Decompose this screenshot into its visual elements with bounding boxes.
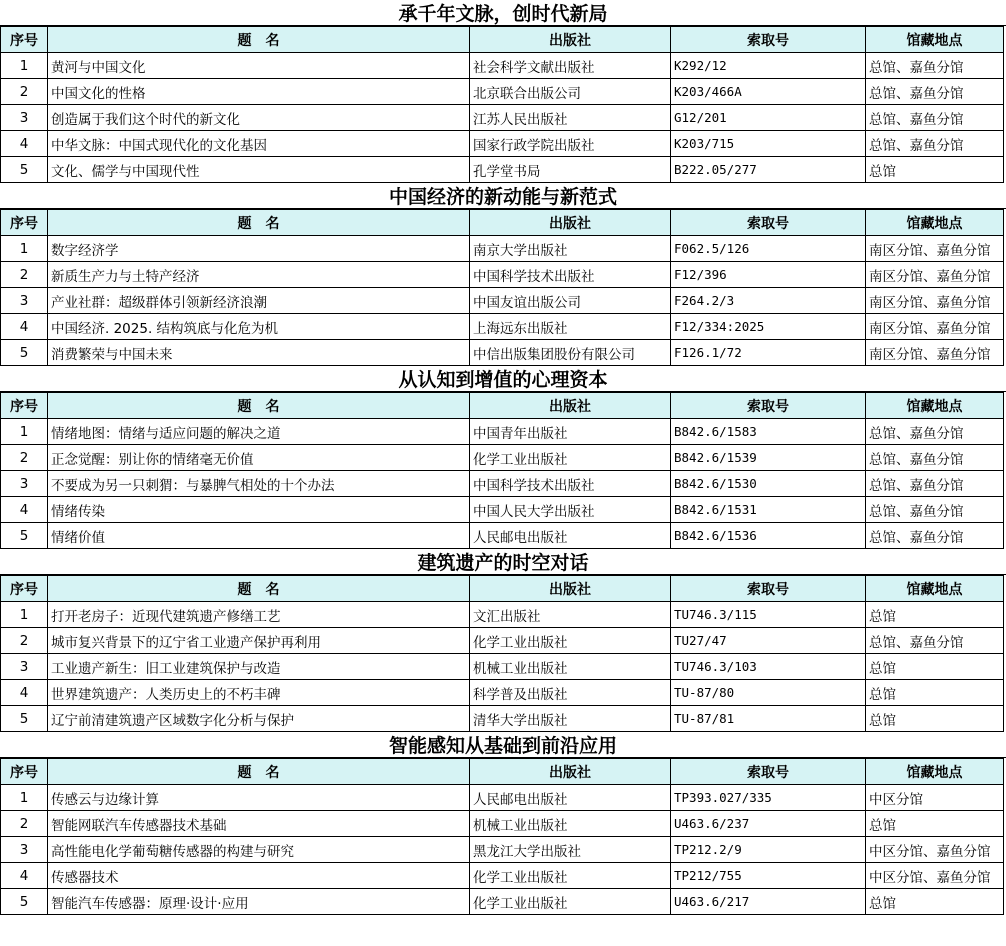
serial-number-cell: 3 [1,288,48,314]
table-row [1,706,1004,732]
serial-number-cell: 1 [1,419,48,445]
table-header-row [1,393,1004,419]
serial-number-cell: 5 [1,706,48,732]
serial-number-cell: 5 [1,157,48,183]
title-cell: 智能网联汽车传感器技术基础 [48,811,470,837]
call-number-cell: TU-87/80 [671,680,866,706]
serial-number-cell: 5 [1,340,48,366]
location-cell: 总馆 [866,654,1004,680]
book-table [0,209,1004,366]
publisher-cell: 人民邮电出版社 [470,523,671,549]
title-header: 题 名 [48,27,470,53]
location-cell: 总馆、嘉鱼分馆 [866,53,1004,79]
location-cell: 总馆 [866,157,1004,183]
title-cell: 消费繁荣与中国未来 [48,340,470,366]
table-row [1,419,1004,445]
title-cell: 文化、儒学与中国现代性 [48,157,470,183]
table-row [1,236,1004,262]
location-cell: 总馆、嘉鱼分馆 [866,523,1004,549]
publisher-cell: 人民邮电出版社 [470,785,671,811]
title-cell: 智能汽车传感器：原理·设计·应用 [48,889,470,915]
call-number-cell: TU-87/81 [671,706,866,732]
call-number-header: 索取号 [671,576,866,602]
table-row [1,497,1004,523]
book-section [0,732,1006,915]
serial-number-cell: 1 [1,785,48,811]
table-row [1,785,1004,811]
table-row [1,602,1004,628]
title-cell: 城市复兴背景下的辽宁省工业遗产保护再利用 [48,628,470,654]
table-row [1,863,1004,889]
title-cell: 高性能电化学葡萄糖传感器的构建与研究 [48,837,470,863]
call-number-cell: U463.6/217 [671,889,866,915]
serial-number-cell: 3 [1,654,48,680]
table-row [1,105,1004,131]
book-section [0,549,1006,732]
table-header-row [1,27,1004,53]
call-number-cell: TU746.3/103 [671,654,866,680]
location-cell: 总馆、嘉鱼分馆 [866,79,1004,105]
serial-number-cell: 2 [1,811,48,837]
title-cell: 传感器技术 [48,863,470,889]
title-cell: 情绪传染 [48,497,470,523]
table-row [1,811,1004,837]
location-cell: 总馆、嘉鱼分馆 [866,497,1004,523]
call-number-cell: F12/334:2025 [671,314,866,340]
table-row [1,889,1004,915]
section-title: 承千年文脉，创时代新局 [0,0,1006,26]
publisher-cell: 化学工业出版社 [470,889,671,915]
table-row [1,680,1004,706]
serial-number-cell: 2 [1,262,48,288]
title-header: 题 名 [48,576,470,602]
publisher-cell: 化学工业出版社 [470,445,671,471]
publisher-header: 出版社 [470,576,671,602]
serial-number-cell: 1 [1,53,48,79]
call-number-cell: TP212.2/9 [671,837,866,863]
location-cell: 中区分馆、嘉鱼分馆 [866,863,1004,889]
location-cell: 南区分馆、嘉鱼分馆 [866,262,1004,288]
serial-number-header: 序号 [1,210,48,236]
table-header-row [1,576,1004,602]
title-cell: 产业社群：超级群体引领新经济浪潮 [48,288,470,314]
call-number-header: 索取号 [671,759,866,785]
publisher-cell: 上海远东出版社 [470,314,671,340]
publisher-header: 出版社 [470,393,671,419]
serial-number-header: 序号 [1,759,48,785]
call-number-cell: F12/396 [671,262,866,288]
publisher-cell: 科学普及出版社 [470,680,671,706]
location-cell: 总馆、嘉鱼分馆 [866,131,1004,157]
location-cell: 总馆 [866,602,1004,628]
table-row [1,523,1004,549]
serial-number-cell: 4 [1,314,48,340]
publisher-cell: 中国科学技术出版社 [470,262,671,288]
call-number-cell: TP393.027/335 [671,785,866,811]
title-cell: 创造属于我们这个时代的新文化 [48,105,470,131]
call-number-cell: TU27/47 [671,628,866,654]
call-number-cell: K292/12 [671,53,866,79]
table-row [1,314,1004,340]
serial-number-cell: 2 [1,628,48,654]
publisher-header: 出版社 [470,27,671,53]
serial-number-cell: 1 [1,602,48,628]
location-cell: 中区分馆、嘉鱼分馆 [866,837,1004,863]
call-number-cell: U463.6/237 [671,811,866,837]
call-number-cell: G12/201 [671,105,866,131]
serial-number-header: 序号 [1,27,48,53]
book-table [0,392,1004,549]
title-cell: 中国文化的性格 [48,79,470,105]
table-row [1,837,1004,863]
table-row [1,157,1004,183]
publisher-cell: 清华大学出版社 [470,706,671,732]
book-section [0,0,1006,183]
publisher-cell: 中国科学技术出版社 [470,471,671,497]
table-row [1,340,1004,366]
location-cell: 南区分馆、嘉鱼分馆 [866,288,1004,314]
location-cell: 南区分馆、嘉鱼分馆 [866,236,1004,262]
publisher-header: 出版社 [470,759,671,785]
publisher-cell: 中国友谊出版公司 [470,288,671,314]
serial-number-cell: 5 [1,523,48,549]
table-row [1,262,1004,288]
location-cell: 总馆、嘉鱼分馆 [866,105,1004,131]
location-cell: 南区分馆、嘉鱼分馆 [866,340,1004,366]
call-number-cell: B842.6/1539 [671,445,866,471]
location-cell: 总馆 [866,811,1004,837]
location-cell: 南区分馆、嘉鱼分馆 [866,314,1004,340]
location-cell: 总馆 [866,706,1004,732]
location-cell: 总馆、嘉鱼分馆 [866,628,1004,654]
call-number-cell: TU746.3/115 [671,602,866,628]
publisher-cell: 黑龙江大学出版社 [470,837,671,863]
call-number-cell: K203/466A [671,79,866,105]
section-title: 中国经济的新动能与新范式 [0,183,1006,209]
table-row [1,445,1004,471]
book-section [0,366,1006,549]
call-number-cell: K203/715 [671,131,866,157]
location-header: 馆藏地点 [866,210,1004,236]
publisher-cell: 机械工业出版社 [470,654,671,680]
location-header: 馆藏地点 [866,576,1004,602]
title-header: 题 名 [48,759,470,785]
serial-number-cell: 4 [1,680,48,706]
section-title: 从认知到增值的心理资本 [0,366,1006,392]
table-row [1,628,1004,654]
call-number-cell: F126.1/72 [671,340,866,366]
title-cell: 中国经济. 2025. 结构筑底与化危为机 [48,314,470,340]
book-section [0,183,1006,366]
publisher-cell: 国家行政学院出版社 [470,131,671,157]
call-number-cell: F062.5/126 [671,236,866,262]
call-number-cell: B842.6/1536 [671,523,866,549]
title-header: 题 名 [48,393,470,419]
call-number-header: 索取号 [671,393,866,419]
location-header: 馆藏地点 [866,759,1004,785]
serial-number-cell: 5 [1,889,48,915]
serial-number-cell: 4 [1,131,48,157]
title-cell: 情绪地图：情绪与适应问题的解决之道 [48,419,470,445]
title-cell: 黄河与中国文化 [48,53,470,79]
call-number-cell: TP212/755 [671,863,866,889]
publisher-cell: 北京联合出版公司 [470,79,671,105]
table-row [1,654,1004,680]
table-header-row [1,210,1004,236]
publisher-cell: 文汇出版社 [470,602,671,628]
location-cell: 总馆 [866,680,1004,706]
serial-number-cell: 1 [1,236,48,262]
call-number-header: 索取号 [671,27,866,53]
table-row [1,53,1004,79]
title-header: 题 名 [48,210,470,236]
table-row [1,79,1004,105]
serial-number-header: 序号 [1,393,48,419]
serial-number-cell: 4 [1,497,48,523]
call-number-cell: B222.05/277 [671,157,866,183]
location-cell: 中区分馆 [866,785,1004,811]
publisher-cell: 化学工业出版社 [470,863,671,889]
call-number-cell: B842.6/1530 [671,471,866,497]
publisher-cell: 化学工业出版社 [470,628,671,654]
title-cell: 中华文脉：中国式现代化的文化基因 [48,131,470,157]
location-cell: 总馆、嘉鱼分馆 [866,445,1004,471]
title-cell: 工业遗产新生：旧工业建筑保护与改造 [48,654,470,680]
serial-number-cell: 4 [1,863,48,889]
location-header: 馆藏地点 [866,393,1004,419]
publisher-cell: 江苏人民出版社 [470,105,671,131]
title-cell: 世界建筑遗产：人类历史上的不朽丰碑 [48,680,470,706]
call-number-cell: F264.2/3 [671,288,866,314]
serial-number-cell: 3 [1,105,48,131]
location-cell: 总馆 [866,889,1004,915]
serial-number-header: 序号 [1,576,48,602]
title-cell: 数字经济学 [48,236,470,262]
title-cell: 新质生产力与土特产经济 [48,262,470,288]
location-cell: 总馆、嘉鱼分馆 [866,471,1004,497]
location-cell: 总馆、嘉鱼分馆 [866,419,1004,445]
table-header-row [1,759,1004,785]
table-row [1,471,1004,497]
table-row [1,131,1004,157]
serial-number-cell: 3 [1,837,48,863]
section-title: 建筑遗产的时空对话 [0,549,1006,575]
section-title: 智能感知从基础到前沿应用 [0,732,1006,758]
publisher-cell: 机械工业出版社 [470,811,671,837]
publisher-cell: 社会科学文献出版社 [470,53,671,79]
title-cell: 情绪价值 [48,523,470,549]
book-table [0,575,1004,732]
title-cell: 正念觉醒：别让你的情绪毫无价值 [48,445,470,471]
serial-number-cell: 2 [1,79,48,105]
location-header: 馆藏地点 [866,27,1004,53]
call-number-cell: B842.6/1583 [671,419,866,445]
call-number-header: 索取号 [671,210,866,236]
title-cell: 辽宁前清建筑遗产区域数字化分析与保护 [48,706,470,732]
title-cell: 传感云与边缘计算 [48,785,470,811]
call-number-cell: B842.6/1531 [671,497,866,523]
publisher-cell: 中国青年出版社 [470,419,671,445]
publisher-cell: 南京大学出版社 [470,236,671,262]
serial-number-cell: 3 [1,471,48,497]
publisher-cell: 中信出版集团股份有限公司 [470,340,671,366]
publisher-header: 出版社 [470,210,671,236]
publisher-cell: 孔学堂书局 [470,157,671,183]
table-row [1,288,1004,314]
book-table [0,758,1004,915]
serial-number-cell: 2 [1,445,48,471]
book-table [0,26,1004,183]
publisher-cell: 中国人民大学出版社 [470,497,671,523]
title-cell: 打开老房子：近现代建筑遗产修缮工艺 [48,602,470,628]
title-cell: 不要成为另一只刺猬：与暴脾气相处的十个办法 [48,471,470,497]
